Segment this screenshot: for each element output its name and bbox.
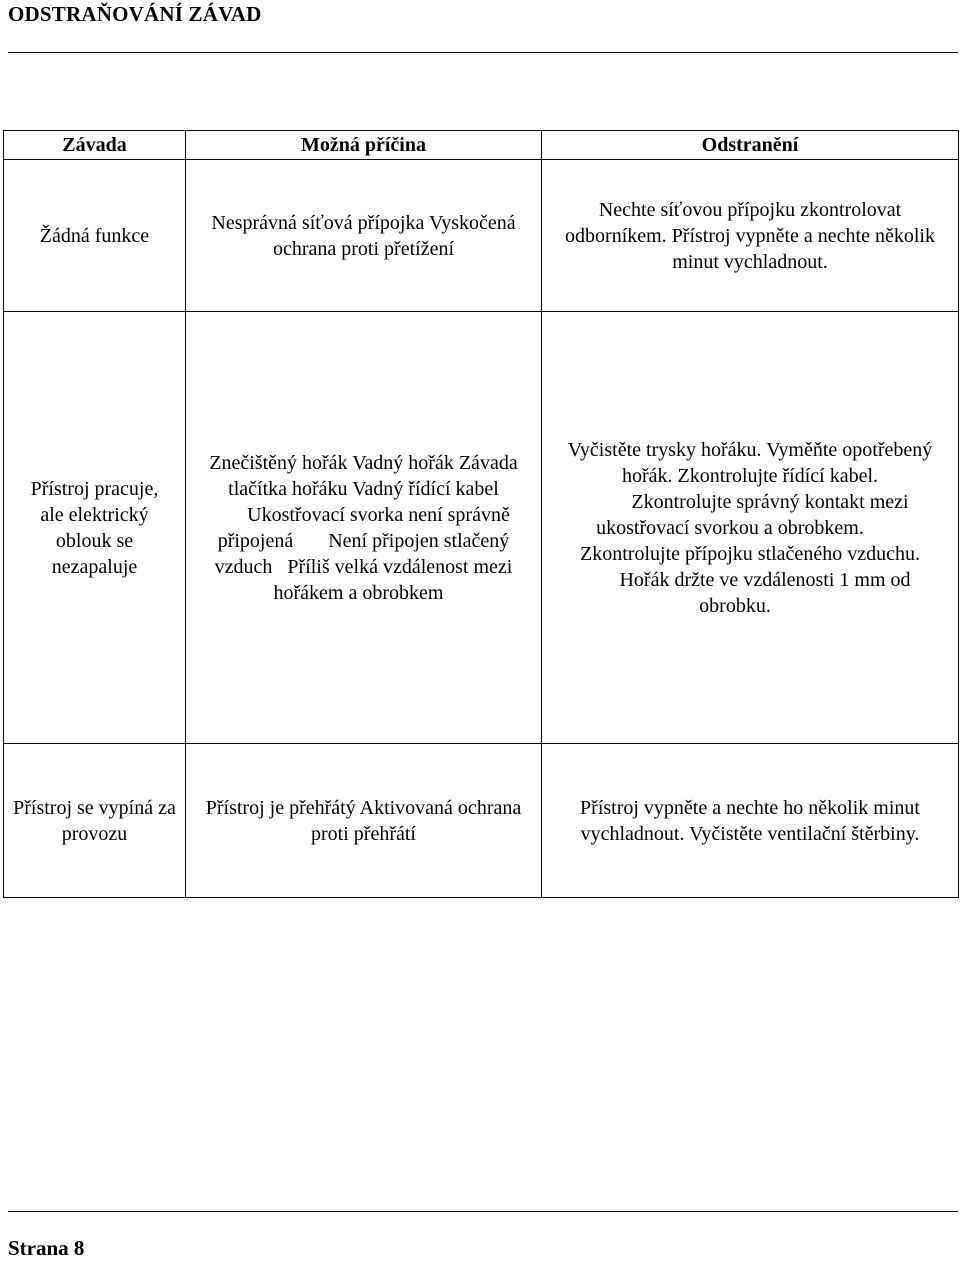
remedy-cell bbox=[542, 160, 959, 312]
troubleshooting-table bbox=[3, 130, 959, 898]
column-header-cause: Možná příčina bbox=[186, 131, 542, 160]
column-header-fault: Závada bbox=[4, 131, 186, 160]
table-row bbox=[4, 312, 959, 744]
cause-item: Přístroj je přehřátý bbox=[205, 796, 356, 819]
remedy-cell bbox=[542, 312, 959, 744]
remedy-cell bbox=[542, 744, 959, 898]
table-row bbox=[4, 160, 959, 312]
page-title: ODSTRAŇOVÁNÍ ZÁVAD bbox=[8, 2, 262, 26]
fault-cell bbox=[4, 312, 186, 744]
remedy-item: Vyměňte opotřebený hořák. bbox=[621, 438, 933, 487]
remedy-item: Hořák držte ve vzdálenosti 1 mm od obrobku. bbox=[619, 568, 911, 617]
cause-cell bbox=[186, 160, 542, 312]
cause-cell bbox=[186, 744, 542, 898]
remedy-item: Přístroj vypněte a nechte ho několik minut vychladnout. bbox=[580, 796, 920, 845]
remedy-item: Vyčistěte ventilační štěrbiny. bbox=[689, 822, 920, 845]
footer-divider bbox=[8, 1211, 958, 1212]
fault-text: Přístroj pracuje, ale elektrický oblouk se nezapaluje bbox=[30, 477, 159, 578]
cause-item: Aktivovaná ochrana proti přehřátí bbox=[311, 796, 522, 845]
column-header-remedy: Odstranění bbox=[542, 131, 959, 160]
remedy-item: Zkontrolujte správný kontakt mezi ukostřovací svorkou a obrobkem. bbox=[596, 490, 909, 539]
page-number: Strana 8 bbox=[8, 1236, 85, 1260]
table-header-row bbox=[4, 131, 959, 160]
fault-text: Žádná funkce bbox=[39, 224, 150, 247]
fault-cell bbox=[4, 744, 186, 898]
header-divider bbox=[8, 52, 958, 53]
cause-item: Vadný hořák bbox=[352, 451, 454, 474]
table-row bbox=[4, 744, 959, 898]
cause-item: Vyskočená ochrana proti přetížení bbox=[272, 211, 516, 260]
cause-item: Nesprávná síťová přípojka bbox=[211, 211, 425, 234]
cause-item: Vadný řídící kabel bbox=[352, 477, 499, 500]
cause-item: Závada tlačítka hořáku bbox=[228, 451, 518, 500]
remedy-item: Zkontrolujte přípojku stlačeného vzduchu. bbox=[580, 542, 920, 565]
fault-cell bbox=[4, 160, 186, 312]
remedy-item: Vyčistěte trysky hořáku. bbox=[567, 438, 762, 461]
cause-item: Není připojen stlačený vzduch bbox=[214, 529, 510, 578]
cause-item: Znečištěný hořák bbox=[209, 451, 348, 474]
remedy-item: Přístroj vypněte a nechte několik minut vychladnout. bbox=[671, 224, 935, 273]
fault-text: Přístroj se vypíná za provozu bbox=[13, 796, 176, 845]
remedy-item: Nechte síťovou přípojku zkontrolovat odborníkem. bbox=[565, 198, 902, 247]
remedy-item: Zkontrolujte řídící kabel. bbox=[677, 464, 879, 487]
cause-item: Příliš velká vzdálenost mezi hořákem a obrobkem bbox=[273, 555, 513, 604]
cause-cell bbox=[186, 312, 542, 744]
cause-item: Ukostřovací svorka není správně připojená bbox=[217, 503, 510, 552]
